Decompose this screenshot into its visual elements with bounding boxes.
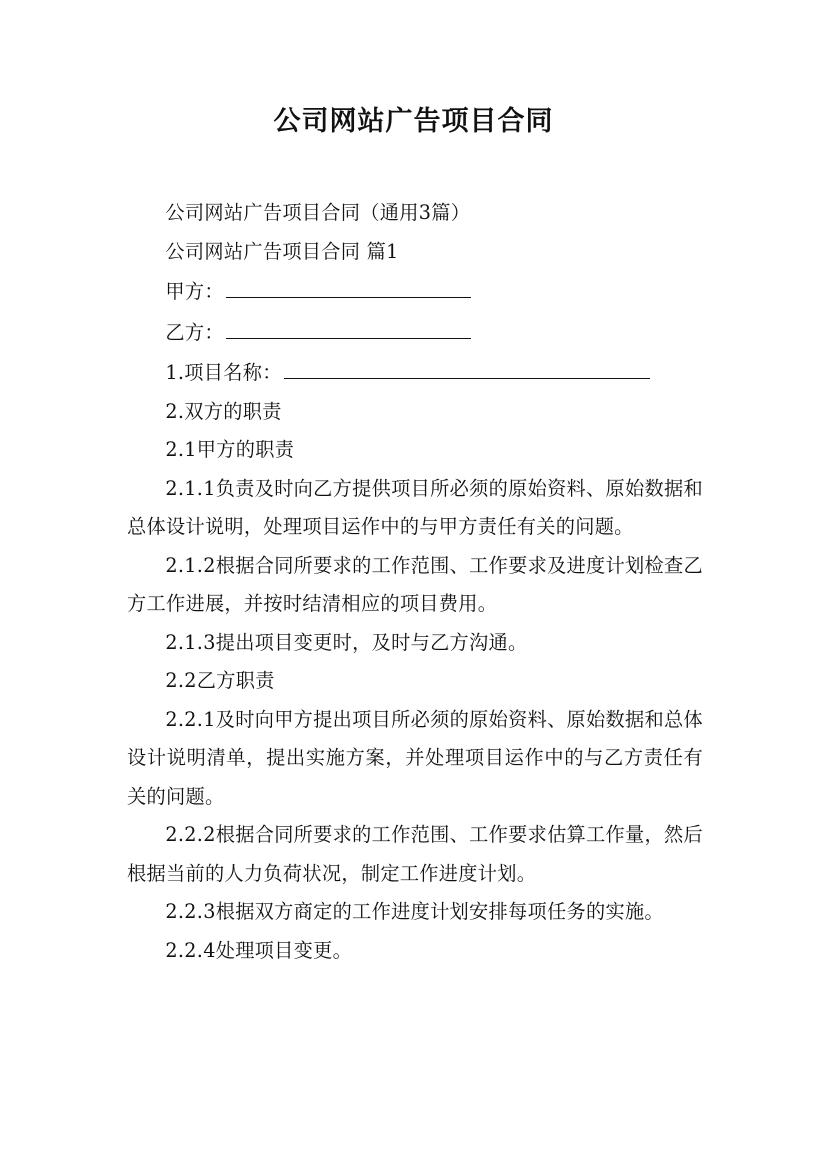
clause-2-2-3: 2.2.3根据双方商定的工作进度计划安排每项任务的实施。 <box>165 900 664 923</box>
clause-2-1-3: 2.1.3提出项目变更时，及时与乙方沟通。 <box>165 630 528 654</box>
document-title: 公司网站广告项目合同 <box>273 106 554 137</box>
clause-2-1: 2.1甲方的职责 <box>165 438 295 461</box>
project-name-blank <box>284 352 650 379</box>
party-a-blank <box>226 271 471 298</box>
clause-2: 2.双方的职责 <box>165 399 282 423</box>
section-heading: 公司网站广告项目合同 篇1 <box>165 239 399 263</box>
project-name-label: 1.项目名称： <box>165 361 282 384</box>
party-b-blank <box>226 312 471 339</box>
clause-2-1-1: 2.1.1负责及时向乙方提供项目所必须的原始资料、原始数据和总体设计说明，处理项目运作中的与甲方责任有关的问题。 <box>127 476 703 538</box>
clause-2-2-2: 2.2.2根据合同所要求的工作范围、工作要求估算工作量，然后根据当前的人力负荷状况，制定工作进度计划。 <box>127 823 703 885</box>
party-b-line <box>127 312 703 353</box>
clause-2-1-2: 2.1.2根据合同所要求的工作范围、工作要求及进度计划检查乙方工作进展，并按时结清相应的项目费用。 <box>127 553 703 615</box>
party-b-label: 乙方： <box>165 320 224 344</box>
clause-2-2: 2.2乙方职责 <box>165 669 275 692</box>
project-name-line <box>127 352 703 393</box>
clause-2-2-1: 2.2.1及时向甲方提出项目所必须的原始资料、原始数据和总体设计说明清单，提出实施方案，并处理项目运作中的与乙方责任有关的问题。 <box>127 707 703 808</box>
clause-2-2-4: 2.2.4处理项目变更。 <box>165 938 353 962</box>
party-a-line <box>127 271 703 312</box>
party-a-label: 甲方： <box>165 280 224 303</box>
subtitle-paragraph: 公司网站广告项目合同（通用3篇） <box>165 201 471 224</box>
document-body <box>127 194 703 970</box>
